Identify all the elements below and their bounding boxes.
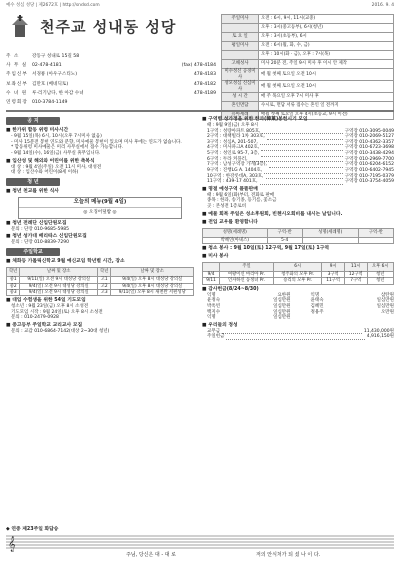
youth-recruit-list: [6, 221, 194, 246]
schedule-label: 미수성신 공경미사: [222, 69, 259, 81]
mass-cell: 청년: [367, 278, 393, 284]
thanks-cell: 윤태숙: [310, 298, 324, 304]
church-name: 천주교 성내동 성당: [40, 17, 177, 36]
ss-cell: 9/11(일) 오전 9시 대성당 강의실: [20, 277, 98, 283]
schedule-time: 오후 : 3시(중고등부), 6시(청년): [259, 24, 394, 33]
schedule-label: 고해성사: [222, 60, 259, 69]
notice-line: 대 상 : 9월 4일(주일) 오전 11시 미사, 대성전: [11, 164, 102, 170]
thanks-cell: 일심만원: [273, 309, 291, 315]
church-logo-icon: [6, 15, 34, 39]
group-meeting-when: 때 : 9월 9일(금) 오후 8시: [207, 122, 259, 128]
schedule-time: 수시로, 면담 서류 접수는 혼인 일 전까지: [259, 102, 394, 111]
group-place: 5구역 : 성인로 95-7, 3층,: [207, 151, 260, 157]
info-key: 주임신부: [6, 72, 28, 78]
schedule-row: [222, 15, 394, 24]
group-phone: 구역장 010-2069-5127: [344, 134, 394, 140]
menu-title: 오늘의 메뉴(9월 4일): [19, 198, 181, 208]
ss-header: 날짜 및 장소: [20, 268, 98, 277]
group-meeting-title: ■ 구역별 성가정을 위한 한과(韓菓)봉헌시기 모임: [202, 117, 308, 122]
thanks-cell: 오만원: [380, 309, 394, 315]
schedule-label: 혼인면담: [222, 102, 259, 111]
schedule-time: 오후 : 3시(초등부), 6시: [259, 33, 394, 42]
thanks-cell: 정용주: [310, 309, 324, 315]
notice-title: ■ 입산성 및 해외와 어린이를 위한 축복식: [6, 158, 95, 164]
mass-header: 11시: [344, 263, 367, 272]
schedule-row: [222, 24, 394, 33]
mass-header: [203, 263, 220, 272]
new-member-head: [203, 228, 394, 237]
group-row: [202, 179, 394, 185]
thanks-cell: 요한원: [277, 292, 291, 298]
thanks-cell: 일심만원: [376, 298, 394, 304]
extra-item-title: ■ 대입 수험생을 위한 54일 기도모임: [6, 298, 86, 304]
thanks-list: [202, 293, 394, 321]
notice-line: - 미사 15분전 봉헌 연도와 분향, 미사예물 봉헌이 있으며 미사 후에는 연도가 없습니다.: [11, 139, 182, 145]
sale-line: 때 : 9월 6일(화)부터, 전화로 판매: [207, 192, 275, 198]
thanks-cell: [311, 315, 348, 321]
menu-box: [18, 197, 182, 218]
mass-cell: 청년: [367, 272, 393, 278]
ss-row: [7, 277, 194, 283]
svg-text:𝄞: 𝄞: [8, 536, 16, 552]
group-phone: 구역장 010-6723-3698: [344, 145, 394, 151]
new-member-cell: [302, 237, 358, 243]
new-member-row: [203, 237, 394, 243]
thanks-cell: 김혜민: [310, 303, 324, 309]
ss-cell: 9/4(일) 오전 9시 대성당 강의실: [20, 289, 98, 295]
extra-item-title: ■ 중고등부 주일학교 교리교사 모집: [6, 323, 83, 329]
sale-line: 종목 : 한과, 송기종, 등기름, 꽃소금: [207, 198, 277, 204]
footer: [6, 527, 394, 565]
thanks-cell: 일심만원: [273, 303, 291, 309]
section-notice: 공 지: [6, 117, 60, 125]
schedule-time: 오전 : 6시(월, 화, 수, 금): [259, 42, 394, 51]
group-place: 2구역 : 대책빌라 1차 303호,: [207, 134, 265, 140]
group-phone: 구역장 010-7195-0379: [344, 173, 394, 179]
menu-body: ◎ 오징어덮밥 ◎: [83, 209, 117, 215]
notice-line: 대 상 : 입산수와 어린이(8세 이하): [11, 170, 79, 176]
schedule-time: 미사 20분 전, 주일 9시 미사 후 이시 안 제작: [259, 60, 394, 69]
extra-item-line: 기도모임 시작 : 9월 24일(토) 오후 8시 소성전: [11, 309, 103, 315]
logo-box: [6, 12, 221, 42]
sale-line: 곳 : 본성전 1층로비: [207, 204, 247, 210]
group-place: 10구역 : 한강롯데A, 303호,: [207, 173, 264, 179]
thanks-cell: 익명: [310, 292, 320, 298]
info-row: [6, 61, 216, 70]
schedule-label: 성모성심 신심미사: [222, 81, 259, 93]
group-phone: 구역장 010-2969-7700: [344, 156, 394, 162]
youth-item-title: ■ 청년 천교를 위한 식사: [6, 189, 59, 195]
schedule-label: [222, 24, 259, 33]
thanks-cell: 익명: [207, 292, 216, 298]
schedule-time: 매 주 목요일 오후 7시 미사 후: [259, 93, 394, 102]
info-key: 보좌신부: [6, 81, 28, 87]
thanks-cell: 박옥빈: [207, 303, 221, 309]
info-row: [6, 89, 216, 98]
schedule-label: 평일미사: [222, 42, 259, 51]
info-value: 010-3784-1149: [32, 100, 68, 106]
notice-list: [6, 128, 194, 176]
group-phone: 구역장 010-6402-7945: [344, 167, 394, 173]
new-member-header: 구역-반: [358, 228, 393, 237]
group-phone: 구역장 010-3095-0049: [344, 128, 394, 134]
schedule-row: [222, 33, 394, 42]
mass-header: 6시: [274, 263, 322, 272]
youth-recruit-line: 문의 : 단장 010-8839-7290: [11, 240, 69, 246]
sunday-school-title: ■ 체화등 가톨릭신학교 9월 예신교임 학년별 시간, 장소: [6, 259, 125, 265]
new-members-table: [202, 228, 394, 244]
schedule-time: 오전 : 6시, 9시, 11시(교중): [259, 15, 394, 24]
info-value: 서경룡 (아우구스티노): [32, 72, 77, 78]
extra-item-line: 문의 : 010-2479-0928: [11, 315, 59, 321]
group-place: 4구역 : 미사파크A 402호,: [207, 145, 260, 151]
ss-cell: 9/4(일) 오전 9시 대성당 강의실: [20, 283, 98, 289]
ss-head: [7, 268, 194, 277]
psalm-caption: ◆ 연중 제23주일 화답송: [6, 527, 59, 532]
mass-cell: 9/4: [203, 272, 220, 278]
ss-cell: 고2: [98, 283, 111, 289]
schedule-row: [222, 51, 394, 60]
sale-details: [202, 193, 394, 210]
cleaning-service: ■ 청소 봉사 : 9월 10일(토) 12구역, 9월 17일(토) 1구역: [202, 246, 329, 252]
thanks-cell: 백지수: [207, 309, 221, 315]
group-place: 11구역 : 439-17 401호,: [207, 179, 258, 185]
schedule-label: 토 요 일: [222, 33, 259, 42]
group-phone: 구역장 010-3438-4294: [344, 151, 394, 157]
group-phone: 구역장 010-3754-4059: [344, 179, 394, 185]
info-phone: (fax) 478-4184: [181, 63, 216, 69]
group-phone: 구역장 010-6204-6152: [344, 162, 394, 168]
info-value: 02-478-4181: [32, 63, 62, 69]
info-key: 연령회장: [6, 100, 28, 106]
youth-recruit-title: ■ 청년 성가대 베리따스 신입단원모집: [6, 234, 87, 240]
section-youth: 청 년: [6, 178, 60, 186]
schedule-row: [222, 60, 394, 69]
issue-date: 2016. 9. 4: [371, 3, 394, 8]
group-dots: [260, 179, 343, 185]
thanks-cell: 익명: [207, 315, 216, 321]
ss-cell: 중3: [7, 289, 20, 295]
lyric-1: 주님, 당신은 대 - 대 로: [126, 551, 176, 558]
thanks-title: ■ 감사헌금(8/24~8/30): [202, 286, 259, 292]
ss-cell: 고3: [98, 289, 111, 295]
ss-cell: 9/4(일) 오후 8시 대성당 강의실: [111, 277, 194, 283]
notice-line: - 9월 14일(수), 16일(금) 사무실 휴무입니다.: [11, 151, 101, 157]
mass-cell: 3구역: [322, 272, 345, 278]
contact-info: [6, 52, 216, 108]
schedule-label: 성 시 간: [222, 93, 259, 102]
offering-dots: [226, 334, 364, 340]
ss-cell: 9/11(일) 오후 8시 새천완 서편성당: [111, 289, 194, 295]
group-place: 6구역 : 두라 커플러,: [207, 156, 248, 162]
youth-recruit-line: 문의 : 단장 010-9685-5985: [11, 226, 69, 232]
lyric-2: 저의 안식처가 되 셨 나 이 다.: [256, 551, 321, 558]
info-phone: 478-4183: [193, 72, 216, 78]
group-place: 3구역 : 성심A, 201-507,: [207, 139, 258, 145]
right-column: [202, 115, 394, 340]
schedule-row: [222, 69, 394, 81]
schedule-label: [222, 51, 259, 60]
schedule-time: 매 월 첫째 토요일 오전 10시: [259, 69, 394, 81]
new-member-cell: 5-4: [267, 237, 302, 243]
mass-header: 오후 6시: [367, 263, 393, 272]
thanks-cell: [348, 315, 394, 321]
group-place: 1구역 : 성량아파트 805호,: [207, 128, 261, 134]
thanks-cell: 윤정숙: [207, 298, 221, 304]
offering-amount: 11,430,000원: [363, 328, 394, 334]
mass-cell: 11구역: [322, 278, 345, 284]
schedule-label: 주일미사: [222, 15, 259, 24]
extra-item-line: 청소년 : 9월 23일(금) 오후 8시 소성전: [11, 304, 89, 310]
info-row: [6, 71, 216, 80]
music-staff: [6, 533, 394, 559]
notice-title: ■ 한가위 합동 위령 미사시간: [6, 128, 69, 134]
left-column: [6, 115, 194, 335]
top-bar-left: 예수 성심 성당 | 제2672호 | http://sndsd.com: [6, 3, 100, 8]
notice-line: * 합동위령 미사예물은 미리 사무실에서 접수 가능합니다.: [11, 145, 124, 151]
ss-cell: 중2: [7, 283, 20, 289]
schedule-time: 오후 : 10시(화 · 금), 오후 : 7시(목): [259, 51, 394, 60]
mass-cell: 청주화의 모후 Pr.: [274, 272, 322, 278]
offering-row: [202, 334, 394, 340]
welcome-title: ■ 전입 교우를 환영합니다: [202, 219, 258, 225]
info-value: 루·리기남다, 한 아감 수녀: [32, 90, 84, 96]
ss-row: [7, 289, 194, 295]
info-row: [6, 80, 216, 89]
info-row: [6, 52, 216, 61]
ss-cell: 중1: [7, 277, 20, 283]
thanks-cell: 일심만원: [273, 298, 291, 304]
group-place: 7구역 : 남성구역장 가게(3층),: [207, 162, 267, 168]
info-row: [6, 98, 216, 107]
info-phone: 478-4182: [193, 81, 216, 87]
mass-row: [203, 278, 394, 284]
offering-title: ■ 우리들의 정성: [202, 322, 238, 328]
info-phone: 478-4189: [193, 90, 216, 96]
schedule-label: 유아세례: [222, 111, 259, 120]
youth-recruit-title: ■ 청년 전례단 신입단원모집: [6, 220, 67, 226]
schedule-time: 매월 첫째 토요일 오후 4시(초등교, 9시 이전): [259, 111, 394, 120]
mass-header: 9시: [322, 263, 345, 272]
thanks-cell: 일심만원: [273, 315, 291, 321]
youth-list: [6, 189, 194, 195]
offering-label: 주일헌금: [207, 334, 225, 340]
schedule-row: [222, 42, 394, 51]
ss-header: 학년: [7, 268, 20, 277]
ss-cell: 고1: [98, 277, 111, 283]
offering-amount: 4,916,150원: [366, 334, 394, 340]
info-value: 강동구 성내로 15길 58: [32, 53, 80, 59]
mass-cell: 12구역: [344, 272, 367, 278]
ss-header: 학년: [98, 268, 111, 277]
notice-line: - 9월 15일(목) 6시, 10시(오후 7시미사 없음): [11, 134, 102, 140]
top-bar: [6, 3, 394, 11]
extra-item-line: 문의 : 교감 010-6864-7142(대상 2~30대 청년): [11, 329, 110, 335]
schedule-row: [222, 81, 394, 93]
mass-cell: 9/11: [203, 278, 220, 284]
new-member-cell: [358, 237, 393, 243]
header-divider: [6, 110, 394, 112]
ss-row: [7, 283, 194, 289]
section-sunday-school: 주일학교: [6, 248, 60, 256]
group-list: [202, 129, 394, 185]
mass-cell: 여왕이신 마리아 Pr.: [220, 272, 274, 278]
info-key: 사 무 실: [6, 63, 28, 69]
mass-cell: 승리의 모후 Pr.: [274, 278, 322, 284]
offering-list: [202, 329, 394, 340]
extra-list: [6, 298, 194, 334]
mass-service-title: ■ 미사 봉사: [202, 254, 229, 260]
group-phone: 구역장 010-4362-3357: [344, 139, 394, 145]
info-key: 주 소: [6, 53, 20, 59]
mass-service-table: [202, 262, 394, 285]
header: [6, 12, 394, 118]
sale-title: ■ 명절 예성구역 플뜰판매: [202, 186, 258, 192]
new-member-header: 구역-반: [267, 228, 302, 237]
ss-header: 날짜 및 장소: [111, 268, 194, 277]
info-key: 수 녀 원: [6, 90, 28, 96]
schedule-row: [222, 93, 394, 102]
group-place: 9구역 : 진행LG A. 1404호,: [207, 167, 263, 173]
thanks-row: [202, 315, 394, 321]
mass-cell: 7구역: [344, 278, 367, 284]
schedule-time: 매 월 첫째 토요일 오전 10시: [259, 81, 394, 93]
offering-notice: ■ 예물 회복 주일은 성소후원회, 빈첸시오회비를 내시는 날입니다.: [202, 211, 343, 217]
new-member-header: 성명(세례명): [302, 228, 358, 237]
mass-cell: 인자하신 동정녀 Pr.: [220, 278, 274, 284]
ss-cell: 9/4(일) 오후 8시 대성당 강의실: [111, 283, 194, 289]
info-value: 김만호 (베네딕토): [32, 81, 69, 87]
mass-head: [203, 263, 394, 272]
new-member-header: 성명(세례명): [203, 228, 268, 237]
offering-label: 교무금: [207, 328, 221, 334]
mass-header: 주일: [220, 263, 274, 272]
mass-schedule: [221, 14, 394, 120]
thanks-cell: 일심만원: [376, 303, 394, 309]
new-member-cell: 박혜연(아녜스): [203, 237, 268, 243]
thanks-cell: 삼탄원: [380, 292, 394, 298]
sunday-school-table: [6, 267, 194, 296]
